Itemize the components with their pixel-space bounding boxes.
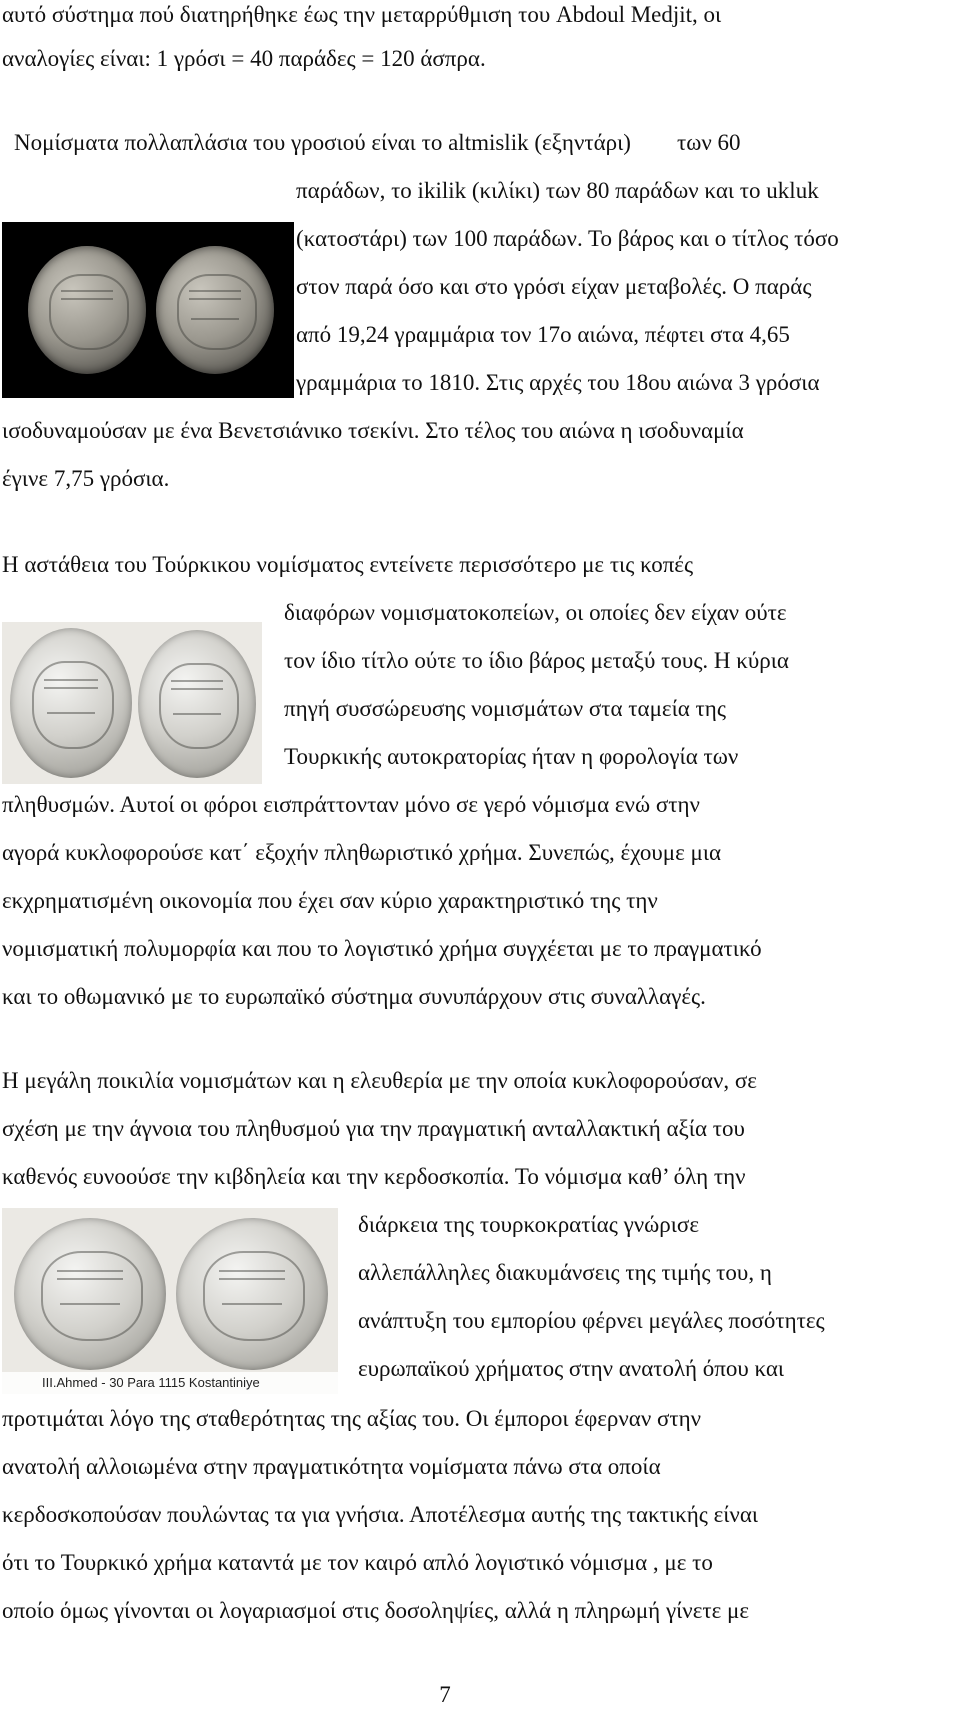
paragraph-line: τον ίδιο τίτλο ούτε το ίδιο βάρος μεταξύ τους. Η κύρια xyxy=(284,648,789,673)
paragraph-line: προτιμάται λόγο της σταθερότητας της αξίας του. Οι έμποροι έφερναν στην xyxy=(2,1406,702,1431)
coin-reverse xyxy=(176,1218,328,1370)
paragraph-line: Η αστάθεια του Τούρκικου νομίσματος εντείνετε περισσότερο με τις κοπές xyxy=(2,552,694,577)
paragraph-line: εκχρηματισμένη οικονομία που έχει σαν κύριο χαρακτηριστικό της την xyxy=(2,888,658,913)
paragraph-line: διάρκεια της τουρκοκρατίας γνώρισε xyxy=(358,1212,699,1237)
paragraph-line: ισοδυναμούσαν με ένα Βενετσιάνικο τσεκίνι. Στο τέλος του αιώνα η ισοδυναμία xyxy=(2,418,744,443)
paragraph-line: διαφόρων νομισματοκοπείων, οι οποίες δεν είχαν ούτε xyxy=(284,600,787,625)
paragraph-line: σχέση με την άγνοια του πληθυσμού για την πραγματική ανταλλακτική αξία του xyxy=(2,1116,745,1141)
paragraph-line: Τουρκικής αυτοκρατορίας ήταν η φορολογία των xyxy=(284,744,739,769)
paragraph-line: παράδων, το ikilik (κιλίκι) των 80 παράδων και το ukluk xyxy=(296,178,819,203)
coin-reverse xyxy=(156,246,274,374)
paragraph-line: οποίο όμως γίνονται οι λογαριασμοί στις δοσοληψίες, αλλά η πληρωμή γίνετε με xyxy=(2,1598,749,1623)
coin-obverse xyxy=(28,246,146,374)
paragraph-line: Νομίσματα πολλαπλάσια του γροσιού είναι το altmislik (εξηντάρι) των 60 xyxy=(14,130,741,155)
paragraph-line: καθενός ευνοούσε την κιβδηλεία και την κερδοσκοπία. Το νόμισμα καθ’ όλη την xyxy=(2,1164,746,1189)
coin-photo-3 xyxy=(2,1208,338,1394)
paragraph-line: αγορά κυκλοφορούσε κατ΄ εξοχήν πληθωριστικό χρήμα. Συνεπώς, έχουμε μια xyxy=(2,840,722,865)
paragraph-line: αυτό σύστημα πού διατηρήθηκε έως την μεταρρύθμιση του Abdoul Medjit, οι xyxy=(2,2,722,27)
paragraph-line: αναλογίες είναι: 1 γρόσι = 40 παράδες = 120 άσπρα. xyxy=(2,46,486,71)
coin-caption: III.Ahmed - 30 Para 1115 Kostantiniye xyxy=(2,1372,338,1394)
paragraph-line: Η μεγάλη ποικιλία νομισμάτων και η ελευθερία με την οποία κυκλοφορούσαν, σε xyxy=(2,1068,757,1093)
paragraph-line: από 19,24 γραμμάρια τον 17ο αιώνα, πέφτει στα 4,65 xyxy=(296,322,790,347)
coin-obverse xyxy=(14,1218,166,1370)
paragraph-line: ανατολή αλλοιωμένα στην πραγματικότητα νομίσματα πάνω στα οποία xyxy=(2,1454,661,1479)
coin-photo-1 xyxy=(2,222,294,398)
coin-reverse xyxy=(138,630,256,778)
page-number: 7 xyxy=(439,1682,451,1707)
paragraph-line: στον παρά όσο και στο γρόσι είχαν μεταβολές. Ο παράς xyxy=(296,274,812,299)
coin-obverse xyxy=(10,628,132,778)
paragraph-line: και το οθωμανικό με το ευρωπαϊκό σύστημα συνυπάρχουν στις συναλλαγές. xyxy=(2,984,706,1009)
paragraph-line: ότι το Τουρκικό χρήμα καταντά με τον καιρό απλό λογιστικό νόμισμα , με το xyxy=(2,1550,713,1575)
paragraph-line: έγινε 7,75 γρόσια. xyxy=(2,466,170,491)
paragraph-line: πληθυσμών. Αυτοί οι φόροι εισπράττονταν μόνο σε γερό νόμισμα ενώ στην xyxy=(2,792,700,817)
paragraph-line: ευρωπαϊκού χρήματος στην ανατολή όπου και xyxy=(358,1356,785,1381)
paragraph-line: ανάπτυξη του εμπορίου φέρνει μεγάλες ποσότητες xyxy=(358,1308,825,1333)
paragraph-line: κερδοσκοπούσαν πουλώντας τα για γνήσια. Αποτέλεσμα αυτής της τακτικής είναι xyxy=(2,1502,759,1527)
paragraph-line: πηγή συσσώρευσης νομισμάτων στα ταμεία της xyxy=(284,696,726,721)
coin-photo-2 xyxy=(2,622,262,784)
paragraph-line: (κατοστάρι) των 100 παράδων. Το βάρος και ο τίτλος τόσο xyxy=(296,226,839,251)
paragraph-line: νομισματική πολυμορφία και που το λογιστικό χρήμα συγχέεται με το πραγματικό xyxy=(2,936,762,961)
paragraph-line: γραμμάρια το 1810. Στις αρχές του 18ου αιώνα 3 γρόσια xyxy=(296,370,820,395)
paragraph-line: αλλεπάλληλες διακυμάνσεις της τιμής του, η xyxy=(358,1260,772,1285)
